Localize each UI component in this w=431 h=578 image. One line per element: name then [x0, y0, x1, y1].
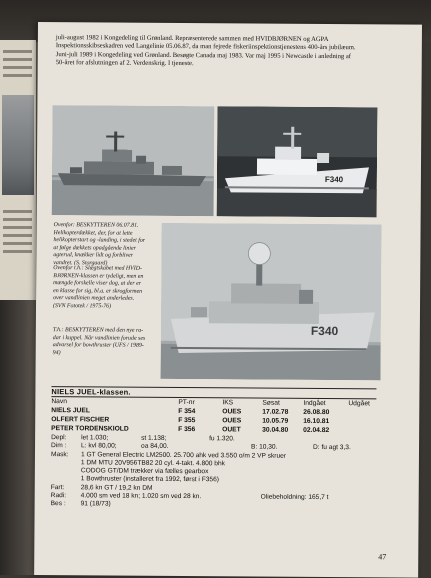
- section-title: NIELS JUEL-klassen.: [51, 387, 131, 397]
- previous-page-text: [3, 234, 32, 237]
- table-cell: OLFERT FISCHER: [51, 416, 110, 424]
- spec-value: 4.000 sm ved 18 kn; 1.020 sm ved 28 kn.: [80, 492, 202, 501]
- table-cell: NIELS JUEL: [51, 407, 90, 415]
- spec-value: L: kvl 80,00;: [81, 442, 117, 450]
- caption-line: at følge dækkets opadgående linier: [53, 244, 136, 252]
- caption-line: T.h.: BESKYTTEREN med den nye ra-: [52, 327, 144, 334]
- table-cell: F 355: [178, 416, 196, 425]
- spec-label: Bes :: [50, 500, 66, 508]
- table-header-cell: Udgået: [348, 400, 370, 408]
- table-cell: 30.04.80: [262, 426, 289, 434]
- caption-line: (SVN Fototek / 1975-76): [52, 303, 112, 310]
- caption-line: vandret. (S. Storgaard): [53, 260, 108, 267]
- page-number: 47: [378, 552, 387, 562]
- previous-page-text: [3, 66, 32, 69]
- previous-page-text: [3, 226, 32, 229]
- previous-page-text: [3, 250, 32, 253]
- spec-value: let 1.030;: [81, 434, 109, 442]
- table-header-cell: Søsat: [262, 399, 280, 407]
- intro-line: Juni-juli 1989 i Kongedeling ved Grønland. Besøgte Canada maj 1983. Var maj 1995 i Newcastle i anledning af: [55, 50, 352, 60]
- spec-value: CODOG GT/DM trækker via fælles gearbox: [80, 467, 209, 476]
- table-cell: 26.08.80: [303, 408, 330, 417]
- spec-label: Fart:: [50, 483, 65, 491]
- ship-photo-radar-dome: [161, 223, 382, 381]
- ship-photo-side-view: [52, 105, 215, 216]
- spec-label: Dim :: [51, 442, 67, 450]
- book-page: [34, 22, 422, 578]
- table-cell: PETER TORDENSKIOLD: [51, 425, 129, 433]
- intro-paragraph: [56, 34, 396, 70]
- table-header-cell: PT-nr: [178, 398, 195, 407]
- caption-line: dar i kuppel. Når vandlinien forude ses: [52, 334, 146, 342]
- previous-page-photo: [2, 95, 34, 195]
- spec-label: Radi:: [50, 492, 67, 500]
- table-cell: 16.10.81: [303, 417, 330, 426]
- previous-page-text: [3, 50, 32, 53]
- spec-value: Oliebeholdning: 165,7 t: [260, 493, 329, 502]
- hull-marking: F340: [310, 323, 339, 339]
- table-cell: F 354: [178, 407, 196, 416]
- table-cell: OUET: [222, 426, 241, 434]
- caption-line: over vandlinien meget anderledes.: [53, 295, 135, 303]
- photo-caption: [53, 327, 158, 358]
- caption-line: Ovenfor t.h.: Slægtskabet med HVID-: [53, 265, 142, 272]
- spec-label: Mask:: [50, 450, 69, 458]
- previous-page-text: [3, 242, 32, 245]
- table-header-cell: IKS: [222, 399, 234, 407]
- caption-line: agterud, knækker lidt og forbliver: [53, 252, 134, 260]
- table-header-cell: Indgået: [303, 399, 326, 408]
- intro-line: Inspektionsskibseskadren ved Langelinie 05.06.87, da man fejrede fiskeriinspektionstjenestens 400-års jubilæum.: [55, 42, 356, 52]
- caption-line: Helikopterdækket, der, for at lette: [53, 229, 133, 237]
- table-cell: 02.04.82: [303, 426, 330, 435]
- table-cell: OUES: [222, 417, 242, 425]
- spec-value: 1 Bowthruster (installeret fra 1992, først i F356): [80, 475, 220, 484]
- table-cell: 17.02.78: [262, 408, 289, 416]
- previous-page-text: [3, 74, 32, 77]
- spec-value: 1 GT General Electric LM2500. 25.700 ahk ved 3.550 o/m 2 VP skruer: [80, 450, 287, 460]
- previous-page-text: [3, 210, 32, 213]
- spec-value: D: fu agt 3,3.: [313, 444, 351, 452]
- hull-marking: F340: [324, 175, 344, 185]
- previous-page-text: [3, 58, 32, 61]
- ship-table: [51, 398, 381, 436]
- spec-value: 28,6 kn GT / 19,2 kn DM: [80, 484, 153, 492]
- photo-caption: [53, 265, 158, 311]
- caption-line: en klasse for sig, bl.a. er skrogformen: [53, 287, 143, 295]
- spec-value: fu 1.320.: [209, 435, 235, 443]
- previous-page-text: [3, 218, 32, 221]
- caption-line: helikopterstart og -landing, i stedet for: [53, 237, 146, 244]
- spec-value: oa 84,00.: [141, 443, 169, 451]
- spec-value: 91 (18/73): [80, 500, 111, 508]
- intro-line: juli-august 1982 i Kongedeling til Grønland. Repræsenterede sammen med HVIDBJØRNEN og AGPA: [55, 34, 329, 44]
- table-cell: F 356: [178, 425, 196, 434]
- spec-label: Depl:: [51, 434, 67, 442]
- table-cell: 10.05.79: [262, 417, 289, 425]
- spec-value: 1 DM MTU 20V956TB82 20 cyl. 4-takt. 4.800 bhk: [80, 459, 225, 468]
- ship-photo-f340-white: [217, 106, 378, 217]
- table-cell: OUES: [222, 408, 242, 416]
- spec-value: B: 10,30.: [251, 443, 278, 451]
- intro-line: 50-året for afslutningen af 2. Verdenskrig. I tjeneste.: [55, 59, 194, 68]
- spec-value: st 1.138;: [141, 434, 167, 442]
- previous-page-edge: [0, 40, 36, 300]
- table-header-cell: Navn: [51, 398, 67, 406]
- caption-line: Ovenfor: BESKYTTEREN 06.07.81.: [53, 222, 139, 229]
- caption-line: advarsel for bowthruster (UFS / 1989-: [52, 342, 144, 349]
- caption-line: 94): [52, 349, 61, 356]
- photo-caption: [53, 222, 158, 268]
- specifications: [51, 434, 382, 511]
- spec-row-bes: [51, 500, 381, 511]
- caption-line: mængde forskelle viser dog, at der er: [53, 280, 142, 287]
- caption-line: BJØRNEN-klassen er tydeligt, men en: [53, 272, 144, 280]
